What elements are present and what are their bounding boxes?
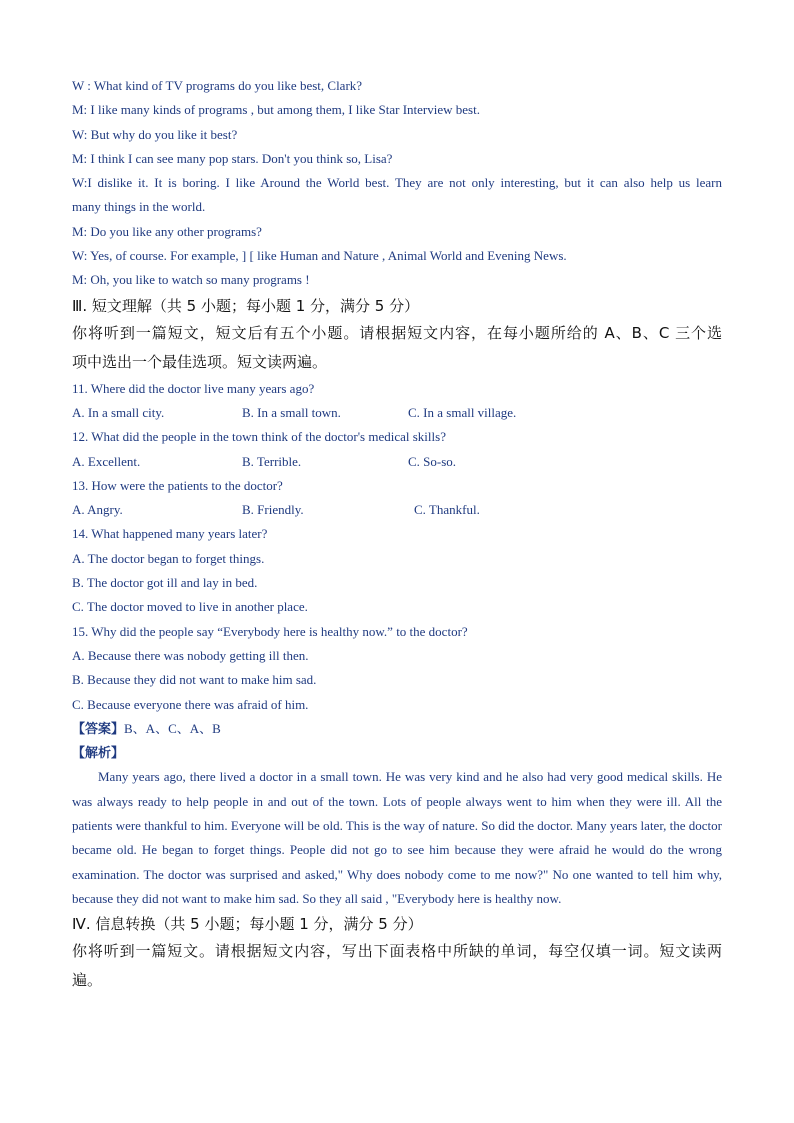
section-3-instruction-line-2: 项中选出一个最佳选项。短文读两遍。 [72, 352, 328, 371]
question-11: 11. Where did the doctor live many years ago? [72, 380, 315, 396]
section-4-instruction [72, 937, 722, 995]
dialogue-line-7: M: Do you like any other programs? [72, 223, 262, 239]
option-14-a: A. The doctor began to forget things. [72, 550, 265, 566]
question-12: 12. What did the people in the town think of the doctor's medical skills? [72, 429, 446, 445]
section-3-instruction-line-1: 你将听到一篇短文，短文后有五个小题。请根据短文内容，在每小题所给的 A、B、C 三个选 [72, 323, 722, 342]
dialogue-line-2: M: I like many kinds of programs , but among them, I like Star Interview best. [72, 102, 480, 118]
dialogue-line-4: M: I think I can see many pop stars. Don't you think so, Lisa? [72, 150, 393, 166]
option-14-c: C. The doctor moved to live in another place. [72, 599, 308, 615]
section-4-title: Ⅳ. 信息转换（共 5 小题；每小题 1 分，满分 5 分） [72, 915, 423, 934]
dialogue-line-3: W: But why do you like it best? [72, 126, 238, 142]
section-3-instruction [72, 319, 722, 377]
option-12-a: A. Excellent. [72, 453, 141, 469]
option-11-c: C. In a small village. [408, 404, 517, 420]
question-13-options [72, 498, 722, 522]
dialogue-line-8: W: Yes, of course. For example, ] [ like Human and Nature , Animal World and Evening News. [72, 248, 567, 264]
option-12-c: C. So-so. [408, 453, 457, 469]
analysis-label: 【解析】 [72, 746, 125, 762]
question-15: 15. Why did the people say “Everybody here is healthy now.” to the doctor? [72, 623, 468, 639]
dialogue-block [72, 74, 722, 293]
questions-block [72, 377, 722, 717]
answer-line [72, 717, 722, 741]
section-4-instruction-line-1: 你将听到一篇短文。请根据短文内容，写出下面表格中所缺的单词，每空仅填一词。短文读两 [72, 942, 722, 961]
question-13: 13. How were the patients to the doctor? [72, 477, 283, 493]
section-3-title: Ⅲ. 短文理解（共 5 小题；每小题 1 分，满分 5 分） [72, 296, 420, 315]
question-14: 14. What happened many years later? [72, 526, 268, 542]
option-12-b: B. Terrible. [242, 453, 302, 469]
option-14-b: B. The doctor got ill and lay in bed. [72, 575, 258, 591]
dialogue-line-5: W:I dislike it. It is boring. I like Around the World best. They are not only interesting, but it can also help us learn [72, 175, 722, 191]
analysis-passage [72, 765, 722, 911]
section-4-instruction-line-2: 遍。 [72, 971, 103, 990]
option-15-b: B. Because they did not want to make him sad. [72, 672, 317, 688]
analysis-text: Many years ago, there lived a doctor in a small town. He was very kind and he also had very good medical skills. He was always ready to help people in and out of the town. Lots of people always went to him when they were ill. All the patients were thankful to him. Everyone will be old. This is the way of nature. So did the doctor. Many years later, the doctor became old. He began to forget things. People did not go to see him because they were afraid he would do the wrong examination. The doctor was surprised and asked," Why does nobody come to me now?" No one wanted to tell him why, because they did not want to make him sad. So they all said , "Everybody here is healthy now. [72, 769, 722, 906]
option-13-c: C. Thankful. [414, 502, 480, 518]
dialogue-line-6: many things in the world. [72, 199, 206, 215]
dialogue-line-1: W : What kind of TV programs do you like best, Clark? [72, 78, 363, 93]
question-11-options [72, 401, 722, 425]
answer-label: 【答案】 [72, 721, 125, 737]
question-12-options [72, 450, 722, 474]
dialogue-line-9: M: Oh, you like to watch so many programs ! [72, 272, 310, 288]
option-15-a: A. Because there was nobody getting ill then. [72, 647, 309, 663]
option-13-a: A. Angry. [72, 502, 123, 518]
answer-value: B、A、C、A、B [124, 720, 221, 736]
option-11-a: A. In a small city. [72, 404, 165, 420]
option-15-c: C. Because everyone there was afraid of him. [72, 696, 309, 712]
analysis-label-line [72, 741, 722, 765]
option-11-b: B. In a small town. [242, 404, 341, 420]
document-page [72, 74, 722, 995]
option-13-b: B. Friendly. [242, 502, 304, 518]
